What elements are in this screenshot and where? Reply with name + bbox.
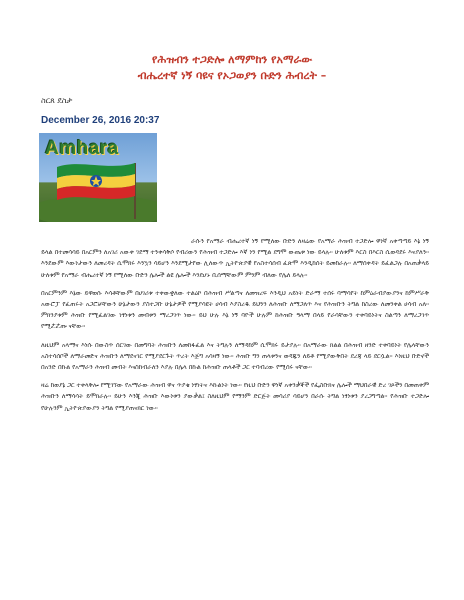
title-line-2: ብሔረተኛ ነኝ ባዩና የኦጋወያን ቡድን ሕብረት – xyxy=(137,69,327,82)
paragraph: በአርምንም እኔው ይዋወሱ እሳቶቸውም በሀገሪቱ ተቀውቋለው ተልዕኮ በሕዝብ ሥልጣና ለመዝረፍ እንዲህ አይነት ድራማ ተሰሩ ባማሳየት ከምዕራብያውያንና ከምሥራቅ አውሮፓ የፈጠሩት አጋሮቻቸውን ሁኔታውን ያስተጋቡ ሁኔታዎች የሚያሳዩት ሀሳብ እያስረዱ ይህንን ለሕዝቡ ለማጋለጥ እና የሕዝቡን ትግል ከስረው ለመንቀል ሀሳብ አለ፡፡ ምክንያቱም ሕዝቡ የሚፈልገው ነፃነቱን መብቱን ማረጋገጥ ነው፡፡ ይህ ሁሉ እኔ ነኝ ባዮች ሁሉም ከሕዝቡ ዓላማ በላይ የራሳቸውን ተቀባይነትና ስልጣን ለማረጋገጥ የሚሯሯጡ ናቸው፡፡ xyxy=(41,289,429,331)
amhara-flag-banner-image xyxy=(39,133,157,222)
paragraph: ዛሬ ከወያኔ ጋር ተቀላቅሎ የሚገኘው የአማራው ሕዝብ ዋና ጥያቄ ነፃነትና እኩልነት ነው፡፡ የዚህ ቡድን ዋነኛ አቀንቃኞች የፌስቡክና ሌሎች ማህበራዊ ድረ ገጾችን በመጠቀም ሕዝቡን ለማሳሳት ይሞክራሉ፡፡ ይሁን እንጂ ሕዝቡ እውነቱን ያውቃል፤ ስለዚህም የማንም ድርጅት መሳሪያ ሳይሆን በራሱ ትግል ነፃነቱን ያረጋግጣል፡፡ የሕዝቡ ተጋድሎ የሁሉንም ኢትዮጵያውያን ትግል የሚያጠናክር ነው፡፡ xyxy=(41,382,430,412)
paragraph: ለዚህም አላማና እነሱ በውስጥ ሰርገው በመግባት ሕዝቡን ለመከፋፈል እና ትግሉን ለማዳከም ሲሞክሩ ይታያሉ፡፡ በአማራው ክልል በሕዝብ ዘንድ ተቀባይነት የሌላቸውን አስተሳሰቦች ለማራመድና ሕዝቡን ለማደናገር የሚያደርጉት ጥረት እጅግ አሳዛኝ ነው፡፡ ሕዝቡ ግን ጠላቱንና ወዳጁን ለይቶ የሚያውቅበት ደረጃ ላይ ደርሷል፡፡ እነዚህ ቡድኖች በአንድ በኩል የአማራን ሕዝብ መብት እናስከብራለን እያሉ በሌላ በኩል ከሕዝቡ ጠላቶች ጋር ተባብረው የሚሰሩ ናቸው፡፡ xyxy=(41,341,429,372)
paragraph: ራሱን የአማራ ብሔረተኛ ነኝ የሚለው ቡድን ለዛሬው የአማራ ሕዝብ ተጋድሎ ዋነኛ አቀጣጣይ እኔ ነኝ ይላል በተመሳሳይ በአርምን ለአገሪ አውቀ ገደማ ተንቀሳቅሶ የብሪውን የሕዝብ ተጋድሎ እኛ ነን የሚል ደግሞ ውጤቱ ነው ይላሉ፡፡ ሁለቱም እርስ በእርስ ሲወዳደሩ እናያለን፡፡ እንደውም እውነታውን ለመረዳት ሲሞክሩ እንኳን ሳይሆን እንደሚታየው ሊለውጥ ኢትዮጵያዊ የአስተሳሰብ ፈጽሞ እንዲከሰት ይመከራሉ፡፡ ለማሰቀዳት ይፈልጋሉ በአጠቃላይ ሁለቱም የአማራ ብሔረተኛ ነኝ የሚለው ቡድን ሌሎች ልዩ ሌሎች እንደሆኑ ቢሰማቸውም ምንም ብለው የሌለ ይላሉ፡፡ xyxy=(41,238,429,279)
article-title xyxy=(40,52,424,84)
banner-caption: Amhara xyxy=(45,138,119,159)
author-name: ስርጸ ደስታ xyxy=(41,96,73,105)
title-line-1: የሕዝብን ተጋድሎ ለማምከን የአማራው xyxy=(151,53,313,66)
publish-date: December 26, 2016 20:37 xyxy=(41,115,160,126)
article-body xyxy=(41,236,429,421)
